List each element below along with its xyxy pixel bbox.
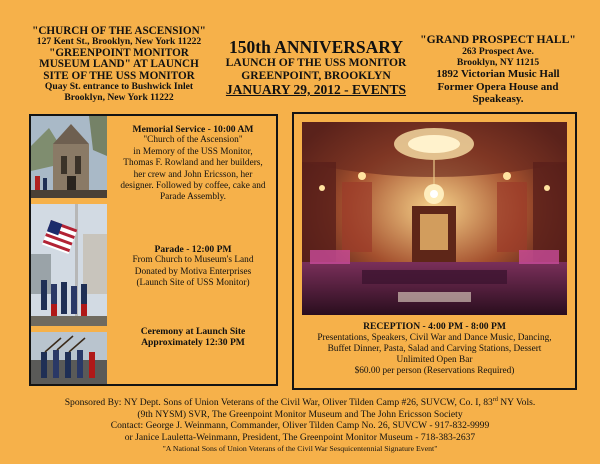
reception-price: $60.00 per person (Reservations Required): [354, 365, 515, 376]
hall-desc2: Former Opera House and: [437, 80, 559, 93]
memorial-service-text: [111, 124, 275, 204]
reception-line: Unlimited Open Bar: [396, 354, 473, 365]
parade-photo: [31, 204, 107, 326]
parade-line: (Launch Site of USS Monitor): [136, 278, 250, 289]
church-venue-info: [8, 26, 230, 103]
page-title: 150th ANNIVERSARY: [229, 37, 403, 57]
parade-line: Donated by Motiva Enterprises: [134, 266, 252, 277]
hall-street: 263 Prospect Ave.: [462, 46, 534, 57]
hall-city: Brooklyn, NY 11215: [456, 57, 540, 68]
ordinal-suffix: rd: [492, 397, 498, 403]
museum-city: Brooklyn, New York 11222: [64, 91, 174, 103]
ceremony-time: Approximately 12:30 PM: [141, 337, 245, 349]
ceremony-photo: [31, 332, 107, 384]
sponsor-line-2: (9th NYSM) SVR, The Greenpoint Monitor Museum and The John Ericsson Society: [137, 408, 463, 420]
subtitle-launch: LAUNCH OF THE USS MONITOR: [225, 56, 407, 69]
grand-prospect-hall-photo: [302, 122, 567, 315]
memorial-line: her crew and John Ericsson, her: [133, 169, 253, 180]
signature-event-note: "A National Sons of Union Veterans of the Civil War Sesquicentennial Signature Event": [162, 443, 438, 453]
hall-name: "GRAND PROSPECT HALL": [420, 33, 576, 46]
sponsor-text: Sponsored By: NY Dept. Sons of Union Veterans of the Civil War, Oliver Tilden Camp #26, SUVCW, Co. I, 83: [64, 397, 493, 409]
event-title-block: [212, 38, 420, 98]
reception-line: Buffet Dinner, Pasta, Salad and Carving Stations, Dessert: [327, 343, 542, 354]
ceremony-heading: Ceremony at Launch Site: [140, 326, 246, 337]
memorial-line: "Church of the Ascension": [143, 135, 243, 146]
church-photo: [31, 116, 107, 198]
ceremony-text: [111, 326, 275, 349]
memorial-line: designer. Followed by coffee, cake and: [120, 181, 266, 192]
sponsor-footer: [8, 395, 592, 454]
sponsor-line: [8, 395, 592, 409]
museum-land-line1: "GREENPOINT MONITOR: [49, 47, 189, 59]
sponsor-text-end: NY Vols.: [497, 397, 536, 409]
memorial-line: Thomas F. Rowland and her builders,: [123, 158, 263, 169]
memorial-line: Parade Assembly.: [159, 192, 226, 203]
daytime-events-panel: [29, 114, 278, 386]
subtitle-location: GREENPOINT, BROOKLYN: [241, 68, 391, 82]
hall-desc1: 1892 Victorian Music Hall: [436, 68, 560, 80]
event-date: JANUARY 29, 2012 - EVENTS: [225, 82, 407, 98]
memorial-line: in Memory of the USS Monitor,: [133, 146, 253, 157]
parade-text: [111, 244, 275, 290]
museum-land-line3: SITE OF THE USS MONITOR: [43, 69, 195, 82]
reception-text: [298, 322, 571, 377]
parade-line: From Church to Museum's Land: [132, 255, 254, 266]
church-name: "CHURCH OF THE ASCENSION": [32, 25, 206, 37]
church-address: 127 Kent St., Brooklyn, New York 11222: [36, 36, 202, 48]
hall-desc3: Speakeasy.: [472, 93, 524, 105]
parade-heading: Parade - 12:00 PM: [154, 244, 232, 255]
hall-venue-info: [398, 34, 598, 106]
memorial-heading: Memorial Service - 10:00 AM: [132, 124, 254, 135]
quay-entrance: Quay St. entrance to Bushwick Inlet: [44, 81, 194, 93]
reception-panel: [292, 112, 577, 390]
contact-line-2: or Janice Lauletta-Weinmann, President, The Greenpoint Monitor Museum - 718-383-2637: [124, 431, 476, 443]
contact-line-1: Contact: George J. Weinmann, Commander, Oliver Tilden Camp No. 26, SUVCW - 917-832-9999: [110, 420, 490, 432]
reception-heading: RECEPTION - 4:00 PM - 8:00 PM: [363, 321, 506, 332]
museum-land-line2: MUSEUM LAND" AT LAUNCH: [39, 58, 199, 71]
reception-line: Presentations, Speakers, Civil War and Dance Music, Dancing,: [317, 332, 552, 343]
